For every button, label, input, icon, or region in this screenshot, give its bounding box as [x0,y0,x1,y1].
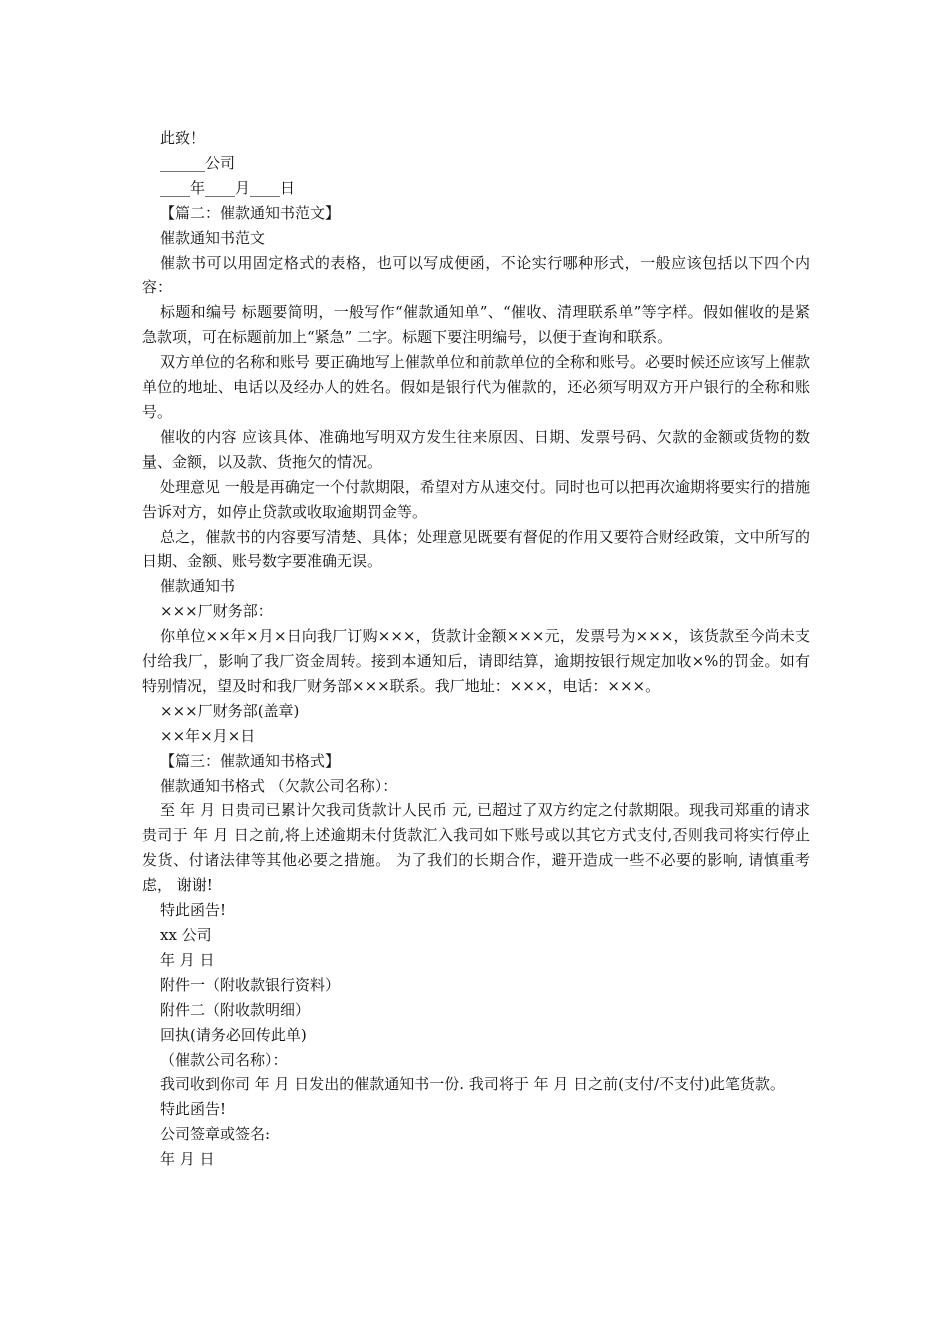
paragraph: 双方单位的名称和账号 要正确地写上催款单位和前款单位的全称和账号。必要时候还应该写上催款单位的地址、电话以及经办人的姓名。假如是银行代为催款的，还必须写明双方开户银行的全称和账号。 [142,353,810,421]
receipt-signature: 公司签章或签名: [160,1125,271,1144]
notice-sender: ×××厂财务部(盖章) [160,701,300,720]
section-heading: 【篇二：催款通知书范文】 [160,203,341,222]
paragraph: 催款书可以用固定格式的表格，也可以写成便函，不论实行哪种形式，一般应该包括以下四个内容： [142,253,810,297]
receipt-date: 年 月 日 [160,1150,215,1169]
attachment-2: 附件二（附收款明细） [160,1000,311,1019]
date-line: ____年____月____日 [160,178,296,197]
receipt-body: 我司收到你司 年 月 日发出的催款通知书一份. 我司将于 年 月 日之前(支付/不支付)此笔货款。 [160,1075,785,1094]
subheading: 催款通知书范文 [160,228,266,247]
notice-addressee: ×××厂财务部： [160,602,273,621]
notice-body: 你单位××年×月×日向我厂订购×××，货款计金额×××元，发票号为×××，该货款至今尚未支付给我厂，影响了我厂资金周转。接到本通知后，请即结算，逾期按银行规定加收×%的罚金。如有特别情况，望及时和我厂财务部×××联系。我厂地址：×××，电话：×××。 [142,627,810,695]
notice-date: ××年×月×日 [160,726,256,745]
closing-salutation: 此致！ [160,129,206,147]
company-line: ______公司 [160,153,236,172]
paragraph: 处理意见 一般是再确定一个付款期限，希望对方从速交付。同时也可以把再次逾期将要实行的措施告诉对方，如停止贷款或收取逾期罚金等。 [142,477,810,521]
format-body: 至 年 月 日贵司已累计欠我司货款计人民币 元, 已超过了双方约定之付款期限。现我司郑重的请求贵司于 年 月 日之前,将上述逾期未付货款汇入我司如下账号或以其它方式支付,否则我司将实行停止发货、付诸法律等其他必要之措施。 为了我们的长期合作，避开造成一些不必要的影响, 请慎重考虑， 谢谢! [142,801,810,895]
notice-title: 催款通知书 [160,577,236,596]
paragraph: 催收的内容 应该具体、准确地写明双方发生往来原因、日期、发票号码、欠款的金额或货物的数量、金额，以及款、货拖欠的情况。 [142,427,810,471]
format-date: 年 月 日 [160,950,215,969]
receipt-addressee: （催款公司名称）： [160,1050,288,1069]
document-body [142,126,810,1172]
paragraph: 总之，催款书的内容要写清楚、具体；处理意见既要有督促的作用又要符合财经政策，文中所写的日期、金额、账号数字要准确无误。 [142,527,810,571]
format-title: 催款通知书格式 （欠款公司名称）： [160,776,398,795]
attachment-1: 附件一（附收款银行资料） [160,975,341,994]
format-closing: 特此函告! [160,901,227,920]
receipt-closing: 特此函告! [160,1100,227,1119]
receipt-title: 回执(请务必回传此单) [160,1025,307,1044]
paragraph: 标题和编号 标题要简明，一般写作“催款通知单”、“催收、清理联系单”等字样。假如催收的是紧急款项，可在标题前加上“紧急” 二字。标题下要注明编号，以便于查询和联系。 [142,303,810,347]
section-heading: 【篇三：催款通知书格式】 [160,751,341,770]
format-company: xx 公司 [160,926,212,944]
